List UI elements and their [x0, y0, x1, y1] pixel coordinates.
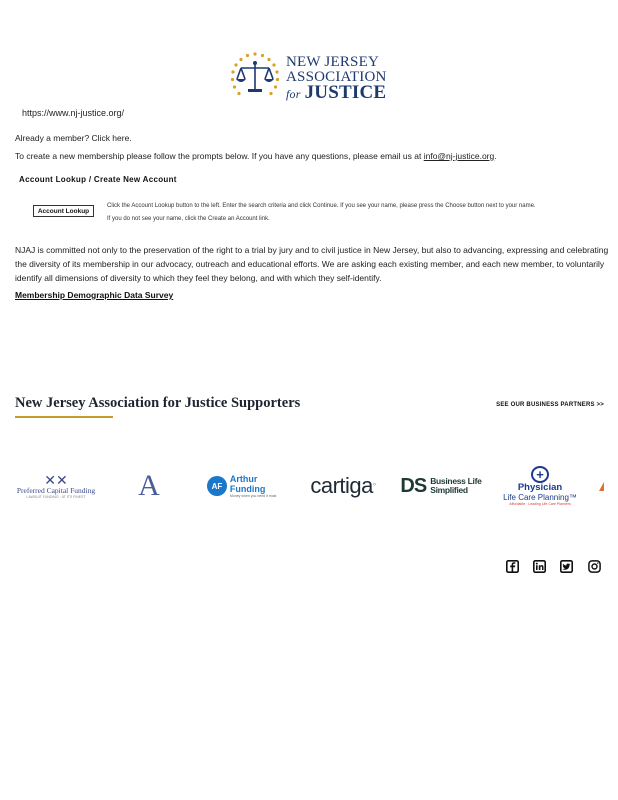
sponsor-business-life-simplified[interactable]: [399, 466, 483, 506]
twitter-icon[interactable]: [560, 560, 573, 573]
sponsor-name-line-2: Life Care Planning™: [503, 493, 577, 502]
sponsor-tagline: Money when you need it most: [229, 494, 277, 498]
sponsor-a-logo[interactable]: [138, 466, 160, 506]
sponsor-physician-life-care-planning[interactable]: [500, 466, 580, 506]
sponsor-name: Preferred Capital Funding: [16, 485, 96, 495]
supporters-title: New Jersey Association for Justice Supporters: [15, 395, 301, 411]
njaj-logo[interactable]: [226, 50, 396, 110]
sponsor-preferred-capital-funding[interactable]: [15, 466, 97, 506]
af-badge-icon: AF: [207, 476, 227, 496]
letter-a-logo: A: [138, 469, 160, 502]
facebook-icon[interactable]: [506, 560, 519, 573]
sponsor-cartiga[interactable]: [304, 466, 382, 506]
supporters-divider: [15, 416, 113, 418]
intro-suffix: .: [494, 151, 497, 161]
medical-cross-icon: +: [531, 466, 549, 483]
linkedin-icon[interactable]: [533, 560, 546, 573]
page-url: https://www.nj-justice.org/: [22, 108, 125, 118]
account-lookup-button[interactable]: Account Lookup: [33, 205, 94, 217]
sponsor-tagline: Affordable · Leading Life Care Planners: [509, 502, 571, 506]
scales-of-justice-icon: [226, 50, 284, 108]
sponsor-name-line-1: Business Life: [430, 476, 482, 486]
sponsor-name-line-1: Physician: [517, 482, 563, 493]
already-member-link[interactable]: Already a member? Click here.: [15, 133, 132, 143]
lookup-heading: Account Lookup / Create New Account: [19, 175, 177, 184]
email-link[interactable]: info@nj-justice.org: [423, 151, 495, 161]
demographic-survey-link[interactable]: Membership Demographic Data Survey: [15, 290, 174, 300]
logo-line-3-main: JUSTICE: [304, 82, 387, 103]
logo-line-2: ASSOCIATION: [286, 69, 387, 85]
cartiga-dot-icon: °: [372, 481, 376, 491]
diamond-lattice-icon: ✕✕: [44, 471, 68, 488]
sponsor-name: cartiga: [310, 473, 373, 498]
sponsor-arthur-funding[interactable]: [207, 466, 295, 506]
partial-logo-icon: [599, 482, 604, 491]
sponsor-partial-logo[interactable]: [596, 466, 606, 506]
diversity-commitment-text: NJAJ is committed not only to the preservation of the right to a trial by jury and to civil justice in New Jersey, but also to advancing, expressing and celebrating the diversity of its membership in our advocacy, outreach and educational efforts. We are asking each existing member, and each new member, to voluntarily identify all dimensions of diversity to which they feel they belong, and with which they self-identify.: [15, 245, 609, 283]
membership-intro: [15, 151, 497, 161]
ds-badge-icon: DS: [400, 474, 427, 497]
sponsor-tagline: LAWSUIT FUNDING · AT ITS FINEST: [26, 494, 86, 499]
sponsor-name-line-2: Simplified: [430, 485, 468, 495]
business-partners-link[interactable]: SEE OUR BUSINESS PARTNERS >>: [496, 402, 604, 408]
intro-text: To create a new membership please follow the prompts below. If you have any questions, please email us at: [15, 151, 422, 161]
instagram-icon[interactable]: [588, 560, 601, 573]
lookup-help-line-1: Click the Account Lookup button to the left. Enter the search criteria and click Continue. If you see your name, please press the Choose button next to your name.: [107, 203, 536, 209]
sponsor-name: Arthur Funding: [229, 474, 266, 494]
logo-line-3-prefix: for: [286, 87, 301, 101]
logo-line-1: NEW JERSEY: [286, 54, 379, 70]
lookup-help-line-2: If you do not see your name, click the Create an Account link.: [107, 216, 270, 222]
lookup-help-text: [107, 200, 607, 226]
